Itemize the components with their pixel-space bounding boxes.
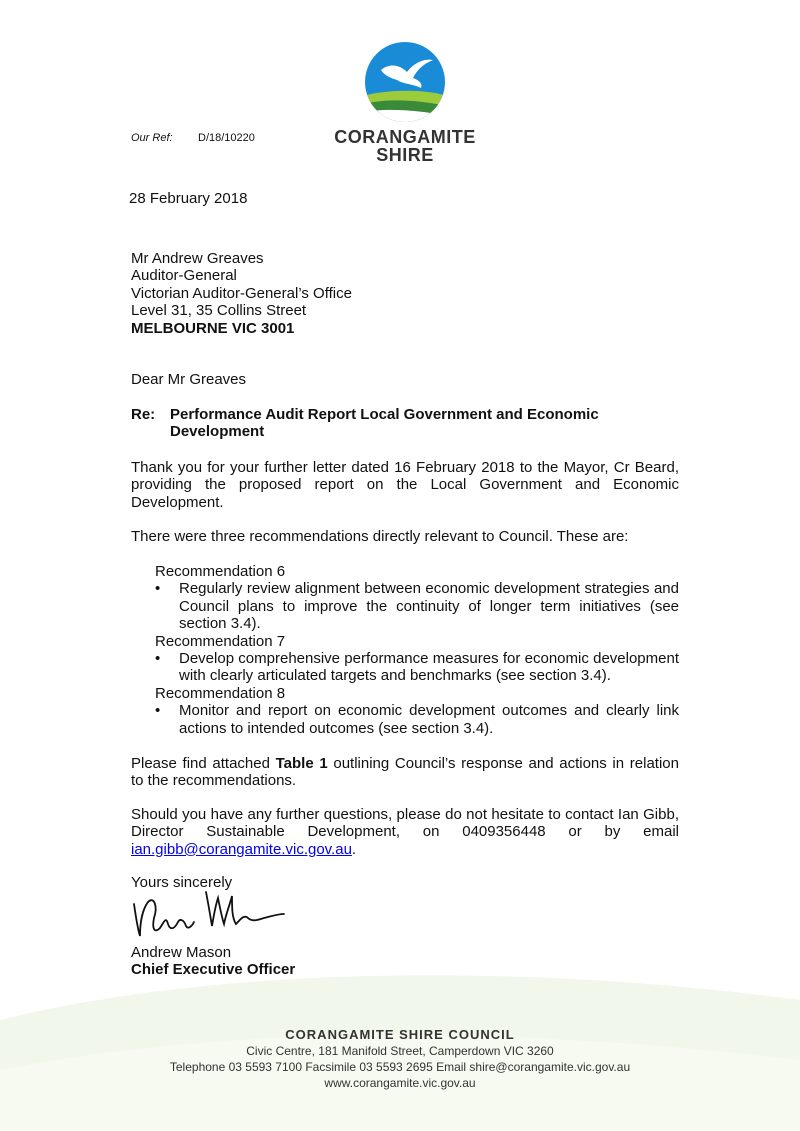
table-reference: Table 1 [275,755,328,772]
handwritten-signature [128,884,288,946]
logo-name: CORANGAMITE [334,127,476,147]
reference [131,132,255,144]
recommendation-item [155,580,679,632]
recipient-line: Victorian Auditor-General’s Office [131,284,352,302]
letterhead-footer [100,1027,700,1091]
footer-org: CORANGAMITE SHIRE COUNCIL [285,1027,515,1042]
reference-label: Our Ref: [131,132,173,144]
subject [131,406,691,441]
paragraph-3-before: Please find attached [131,755,276,772]
bullet-icon: • [155,580,161,598]
bullet-icon: • [155,650,161,668]
recommendation-title: Recommendation 8 [155,684,286,702]
logo-sub: SHIRE [376,145,434,165]
letter-date: 28 February 2018 [129,190,248,207]
footer-website: www.corangamite.vic.gov.au [324,1076,476,1090]
recommendation-title: Recommendation 7 [155,632,286,650]
salutation: Dear Mr Greaves [131,371,247,388]
bullet-icon: • [155,702,161,720]
recommendation-item [155,650,679,685]
recommendation-title: Recommendation 6 [155,563,286,580]
subject-text: Performance Audit Report Local Government and Economic Development [170,406,599,441]
paragraph-4-end: . [351,840,357,858]
signer-title: Chief Executive Officer [131,961,296,979]
recipient-city: MELBOURNE VIC 3001 [131,319,295,337]
footer-address: Civic Centre, 181 Manifold Street, Camperdown VIC 3260 [246,1044,554,1058]
contact-email-link[interactable]: ian.gibb@corangamite.vic.gov.au [131,840,352,858]
paragraph-4-text: Should you have any further questions, please do not hesitate to contact Ian Gibb, Director Sustainable Development, on 0409356448 or by email [131,806,679,841]
signer-name: Andrew Mason [131,944,232,961]
recommendations-list [155,563,679,737]
body-paragraph-2: There were three recommendations directly relevant to Council. These are: [131,528,629,545]
council-logo [330,40,480,168]
recipient-line: Mr Andrew Greaves [131,250,264,267]
recommendation-text: Monitor and report on economic development outcomes and clearly link actions to intended outcomes (see section 3.4). [179,702,679,737]
recommendation-item [155,702,679,737]
closing: Yours sincerely [131,874,233,891]
signer-block [131,944,295,979]
paragraph-3-after: outlining Council’s response and actions in relation to the recommendations. [131,755,679,790]
pelican-emblem-icon [363,40,447,124]
recipient-line: Auditor-General [131,267,237,285]
reference-value: D/18/10220 [198,132,255,144]
body-paragraph-4 [131,806,679,858]
body-paragraph-3 [131,755,679,790]
body-paragraph-1: Thank you for your further letter dated 16 February 2018 to the Mayor, Cr Beard, providing the proposed report on the Local Government and Economic Development. [131,459,679,511]
footer-contact: Telephone 03 5593 7100 Facsimile 03 5593 2695 Email shire@corangamite.vic.gov.au [169,1060,631,1074]
recipient-line: Level 31, 35 Collins Street [131,302,307,320]
subject-label: Re: [131,406,156,423]
recommendation-text: Regularly review alignment between economic development strategies and Council plans to improve the continuity of longer term initiatives (see section 3.4). [179,580,679,633]
recipient-address [131,250,352,337]
recommendation-text: Develop comprehensive performance measures for economic development with clearly articulated targets and benchmarks (see section 3.4). [179,650,679,685]
